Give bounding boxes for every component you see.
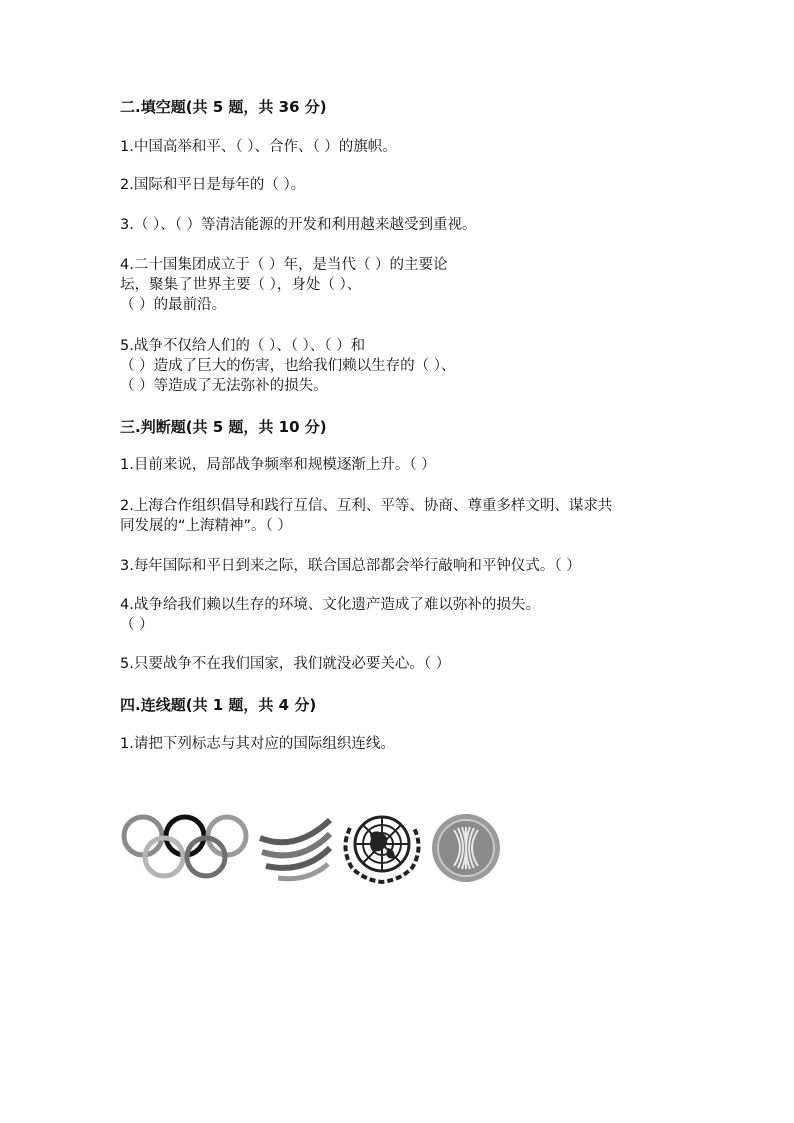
fill-blank-q3: 3.（ ）、（ ）等清洁能源的开发和利用越来越受到重视。 xyxy=(120,217,477,233)
true-false-q4-line1: 4.战争给我们赖以生存的环境、文化遗产造成了难以弥补的损失。 xyxy=(120,597,540,613)
true-false-q4-line2: （ ） xyxy=(120,617,154,633)
true-false-q2-line2: 同发展的“上海精神”。（ ） xyxy=(120,518,292,534)
wto-icon xyxy=(256,812,334,884)
section-matching-title: 四.连线题(共 1 题，共 4 分) xyxy=(120,696,317,714)
fill-blank-q4-line1: 4.二十国集团成立于（ ）年，是当代（ ）的主要论 xyxy=(120,257,448,273)
fill-blank-q4-line3: （ ）的最前沿。 xyxy=(120,297,227,313)
asean-icon xyxy=(430,812,502,884)
olympic-rings-icon xyxy=(120,812,254,884)
fill-blank-q1: 1.中国高举和平、（ ）、合作、（ ）的旗帜。 xyxy=(120,139,397,155)
section-fill-blank-title: 二.填空题(共 5 题，共 36 分) xyxy=(120,98,327,116)
fill-blank-q5-line3: （ ）等造成了无法弥补的损失。 xyxy=(120,378,328,394)
fill-blank-q4-line2: 坛，聚集了世界主要（ ），身处（ ）、 xyxy=(120,277,362,293)
true-false-q1: 1.目前来说，局部战争频率和规模逐渐上升。（ ） xyxy=(120,457,436,473)
united-nations-icon xyxy=(338,808,426,886)
fill-blank-q2: 2.国际和平日是每年的（ ）。 xyxy=(120,177,306,193)
matching-q1: 1.请把下列标志与其对应的国际组织连线。 xyxy=(120,736,395,752)
true-false-q2-line1: 2.上海合作组织倡导和践行互信、互利、平等、协商、尊重多样文明、谋求共 xyxy=(120,498,613,514)
section-true-false-title: 三.判断题(共 5 题，共 10 分) xyxy=(120,418,327,436)
fill-blank-q5-line2: （ ）造成了巨大的伤害，也给我们赖以生存的（ ）、 xyxy=(120,358,456,374)
fill-blank-q5-line1: 5.战争不仅给人们的（ ）、（ ）、（ ）和 xyxy=(120,338,366,354)
true-false-q3: 3.每年国际和平日到来之际，联合国总部都会举行敲响和平钟仪式。（ ） xyxy=(120,558,581,574)
true-false-q5: 5.只要战争不在我们国家，我们就没必要关心。（ ） xyxy=(120,656,451,672)
